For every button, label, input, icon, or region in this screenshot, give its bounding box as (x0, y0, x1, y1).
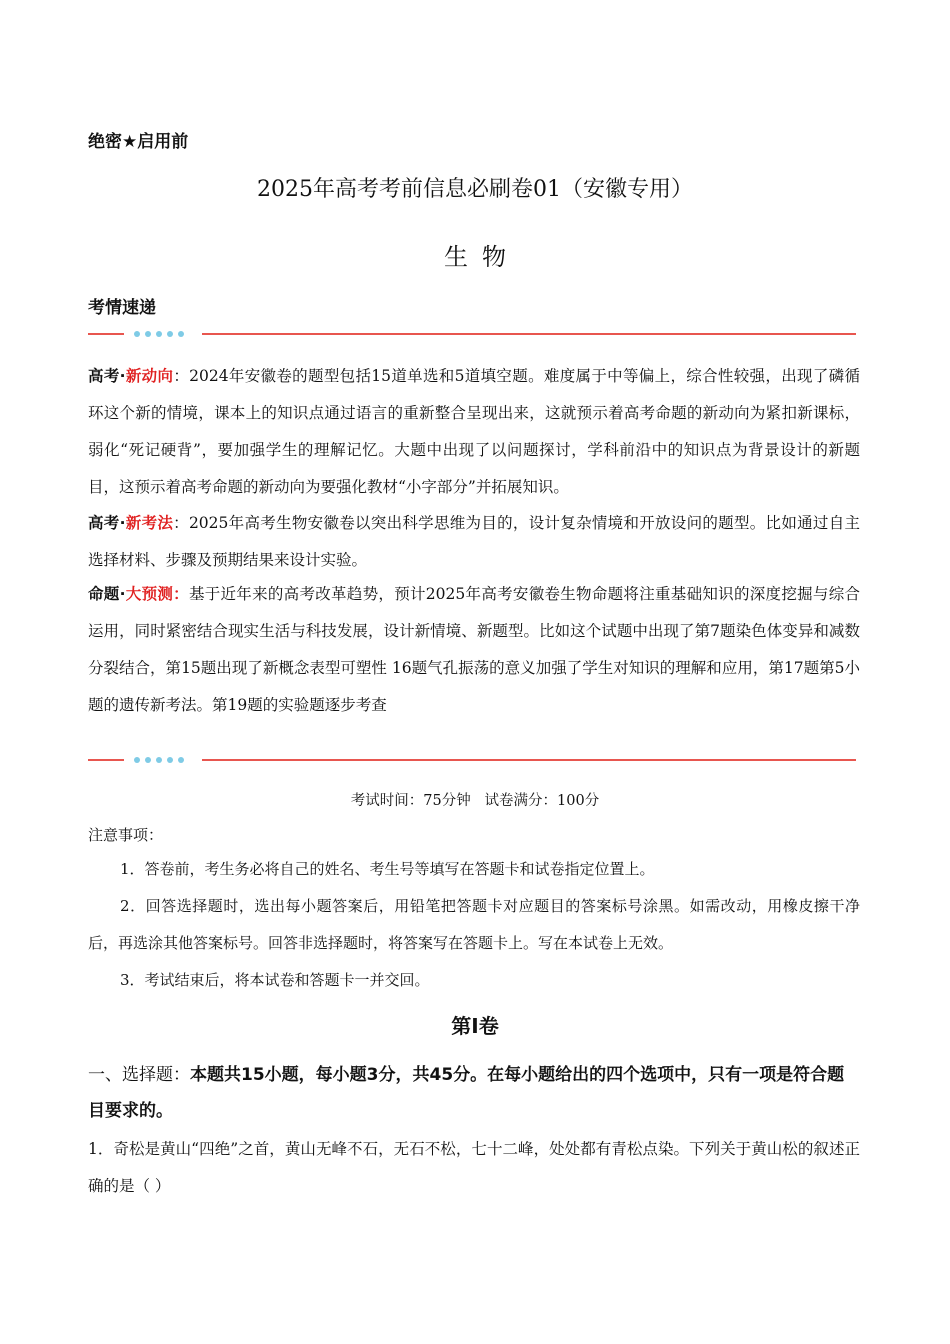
label-highlight: 新考法 (125, 514, 174, 532)
divider-bottom (88, 754, 856, 766)
notice-item: 3．考试结束后，将本试卷和答题卡一并交回。 (120, 971, 430, 989)
notice-item: 2．回答选择题时，选出每小题答案后，用铅笔把答题卡对应题目的答案标号涂黑。如需改动，用橡皮擦干净后，再选涂其他答案标号。回答非选择题时，将答案写在答题卡上。写在本试卷上无效。 (88, 897, 860, 952)
label-highlight: 新动向 (125, 367, 174, 385)
subject-title: 生物 (444, 243, 520, 271)
label-prefix: 高考· (88, 514, 126, 532)
secret-mark: 绝密★启用前 (88, 132, 189, 152)
paragraph-text: ：2025年高考生物安徽卷以突出科学思维为目的，设计复杂情境和开放设问的题型。比如通过自主选择材料、步骤及预期结果来设计实验。 (88, 514, 861, 569)
part-prefix: 一、选择题： (88, 1065, 190, 1085)
notice-heading: 注意事项： (88, 826, 164, 844)
divider-top (88, 328, 856, 340)
intro-paragraph-prediction (88, 576, 860, 724)
volume-title: 第Ⅰ卷 (451, 1014, 499, 1038)
label-highlight: 大预测： (125, 585, 189, 603)
exam-title: 2025年高考考前信息必刷卷01（安徽专用） (257, 177, 693, 202)
paragraph-text: ：2024年安徽卷的题型包括15道单选和5道填空题。难度属于中等偏上，综合性较强，出现了磷循环这个新的情境，课本上的知识点通过语言的重新整合呈现出来，这就预示着高考命题的新动向为紧扣新课标，弱化“死记硬背”，要加强学生的理解记忆。大题中出现了以问题探讨，学科前沿中的知识点为背景设计的新题目，这预示着高考命题的新动向为要强化教材“小字部分”并拓展知识。 (88, 367, 860, 496)
question-1: 1．奇松是黄山“四绝”之首，黄山无峰不石，无石不松，七十二峰，处处都有青松点染。下列关于黄山松的叙述正确的是（ ） (88, 1140, 860, 1195)
part-instructions (88, 1057, 860, 1129)
paragraph-text: 基于近年来的高考改革趋势，预计2025年高考安徽卷生物命题将注重基础知识的深度挖掘与综合运用，同时紧密结合现实生活与科技发展，设计新情境、新题型。比如这个试题中出现了第7题染色体变异和减数分裂结合，第15题出现了新概念表型可塑性 16题气孔振荡的意义加强了学生对知识的理解和应用，第17题第5小题的遗传新考法。第19题的实验题逐步考查 (88, 585, 860, 714)
exam-info: 考试时间：75分钟 试卷满分：100分 (350, 793, 600, 809)
label-prefix: 高考· (88, 367, 126, 385)
intro-paragraph-new-trend (88, 358, 860, 506)
part-text: 本题共15小题，每小题3分，共45分。在每小题给出的四个选项中，只有一项是符合题目要求的。 (88, 1065, 845, 1121)
intro-paragraph-new-method (88, 505, 860, 579)
notice-item: 1．答卷前，考生务必将自己的姓名、考生号等填写在答题卡和试卷指定位置上。 (120, 860, 655, 878)
intro-heading: 考情速递 (88, 298, 156, 318)
label-prefix: 命题· (88, 585, 126, 603)
